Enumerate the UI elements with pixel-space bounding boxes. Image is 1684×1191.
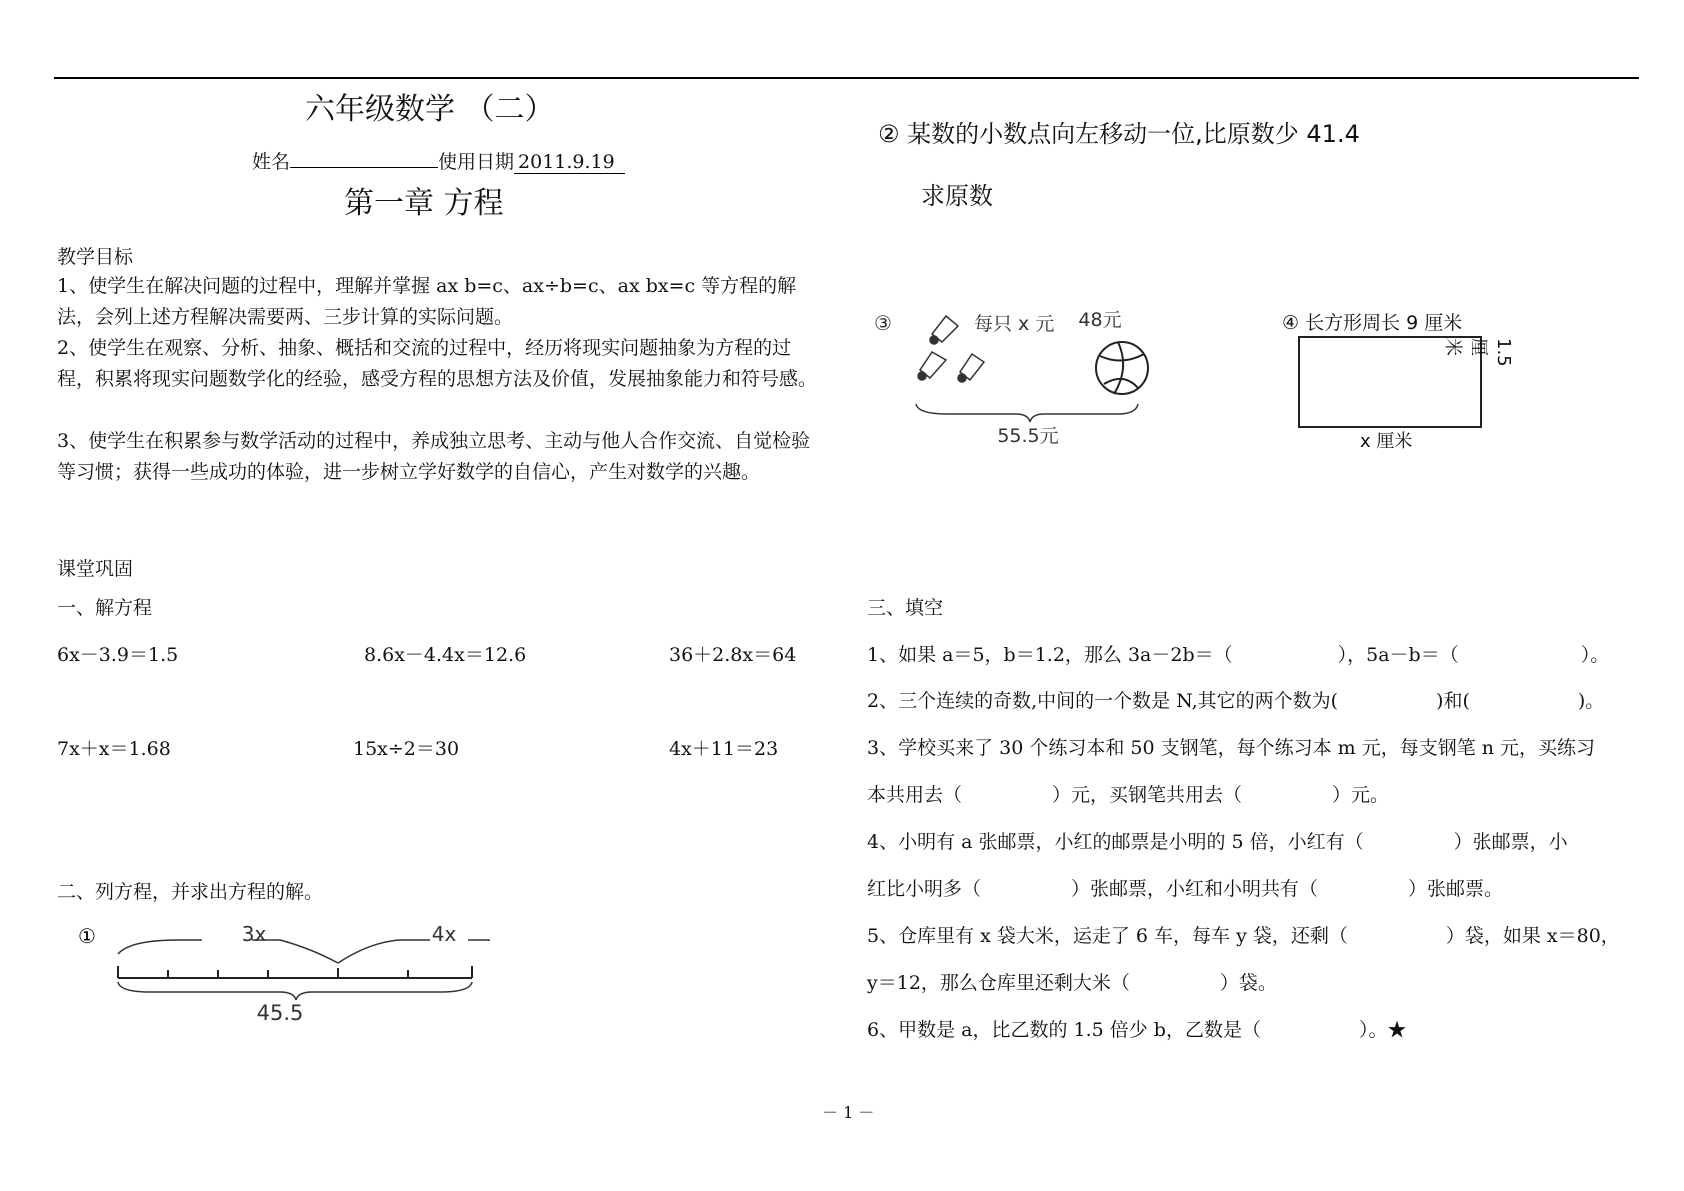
date-label: 使用日期 [438,151,515,173]
fig1-number: ① [78,924,96,948]
name-label: 姓名 [252,151,291,173]
total-price: 55.5元 [997,425,1059,447]
fill-5b: y＝12，那么仓库里还剩大米（ ）袋。 [867,972,1277,994]
practice-heading: 课堂巩固 [57,558,134,580]
name-date-line [252,147,625,174]
fill-6: 6、甲数是 a，比乙数的 1.5 倍少 b，乙数是（ ）。★ [867,1019,1407,1041]
label-4x: 4x [431,922,457,946]
rect-side-label: 1.5厘米 [1442,338,1514,367]
fill-1: 1、如果 a＝5，b＝1.2，那么 3a－2b＝（ ），5a－b＝（ ）。 [867,644,1610,666]
chapter-title: 第一章 方程 [344,186,504,221]
equation-3: 36＋2.8x＝64 [669,644,797,666]
segment-diagram [70,918,490,1028]
section-2-heading: 二、列方程，并求出方程的解。 [57,881,324,903]
equation-1: 6x－3.9＝1.5 [57,644,179,666]
section-1-heading: 一、解方程 [57,597,153,619]
equation-6: 4x＋11＝23 [669,738,779,760]
brace-3x [118,940,338,963]
fill-2: 2、三个连续的奇数,中间的一个数是 N,其它的两个数为( )和( )。 [867,690,1605,712]
q2-line-2: 求原数 [921,182,993,210]
equation-2: 8.6x－4.4x＝12.6 [364,644,527,666]
brace-total [118,982,472,1000]
price-each: 每只 x 元 [974,313,1055,335]
fig3-number: ③ [874,311,892,335]
label-total: 45.5 [256,1001,304,1025]
ball-price: 48元 [1078,309,1122,331]
rect-bottom-label: x 厘米 [1360,431,1413,452]
top-rule [54,77,1639,79]
page-title: 六年级数学 （二） [305,92,555,127]
label-3x: 3x [241,922,267,946]
objective-2: 2、使学生在观察、分析、抽象、概括和交流的过程中，经历将现实问题抽象为方程的过程，积累将现实问题数学化的经验，感受方程的思想方法及价值，发展抽象能力和符号感。 [57,337,818,390]
ball-icon [1096,342,1148,394]
name-blank[interactable] [290,149,438,168]
objectives-heading: 教学目标 [57,246,134,268]
rect-title: ④ 长方形周长 9 厘米 [1282,312,1463,334]
equation-5: 15x÷2＝30 [353,738,460,760]
fill-4: 4、小明有 a 张邮票，小红的邮票是小明的 5 倍，小红有（ ）张邮票，小 [867,831,1568,853]
objective-3: 3、使学生在积累参与数学活动的过程中，养成独立思考、主动与他人合作交流、自觉检验等习惯；获得一些成功的体验，进一步树立学好数学的自信心，产生对数学的兴趣。 [57,430,811,483]
shopping-figure [868,300,1168,450]
fill-3b: 本共用去（ ）元，买钢笔共用去（ ）元。 [867,784,1390,806]
brace-4x [338,940,490,963]
fill-3: 3、学校买来了 30 个练习本和 50 支钢笔，每个练习本 m 元，每支钢笔 n 元，买练习 [867,737,1596,759]
section-3-heading: 三、填空 [867,597,944,619]
fill-5: 5、仓库里有 x 袋大米，运走了 6 车，每车 y 袋，还剩（ ）袋，如果 x＝80， [867,925,1620,947]
equation-4: 7x＋x＝1.68 [57,738,171,760]
ticks [118,966,472,978]
q2-line-1: ② 某数的小数点向左移动一位,比原数少 41.4 [878,120,1360,148]
fill-4b: 红比小明多（ ）张邮票，小红和小明共有（ ）张邮票。 [867,878,1504,900]
page-number: － 1 － [822,1103,875,1122]
objective-1: 1、使学生在解决问题的过程中，理解并掌握 ax b=c、ax÷b=c、ax bx=c 等方程的解法，会列上述方程解决需要两、三步计算的实际问题。 [57,275,797,328]
brace-total [916,404,1138,422]
date-value: 2011.9.19 [514,151,625,174]
